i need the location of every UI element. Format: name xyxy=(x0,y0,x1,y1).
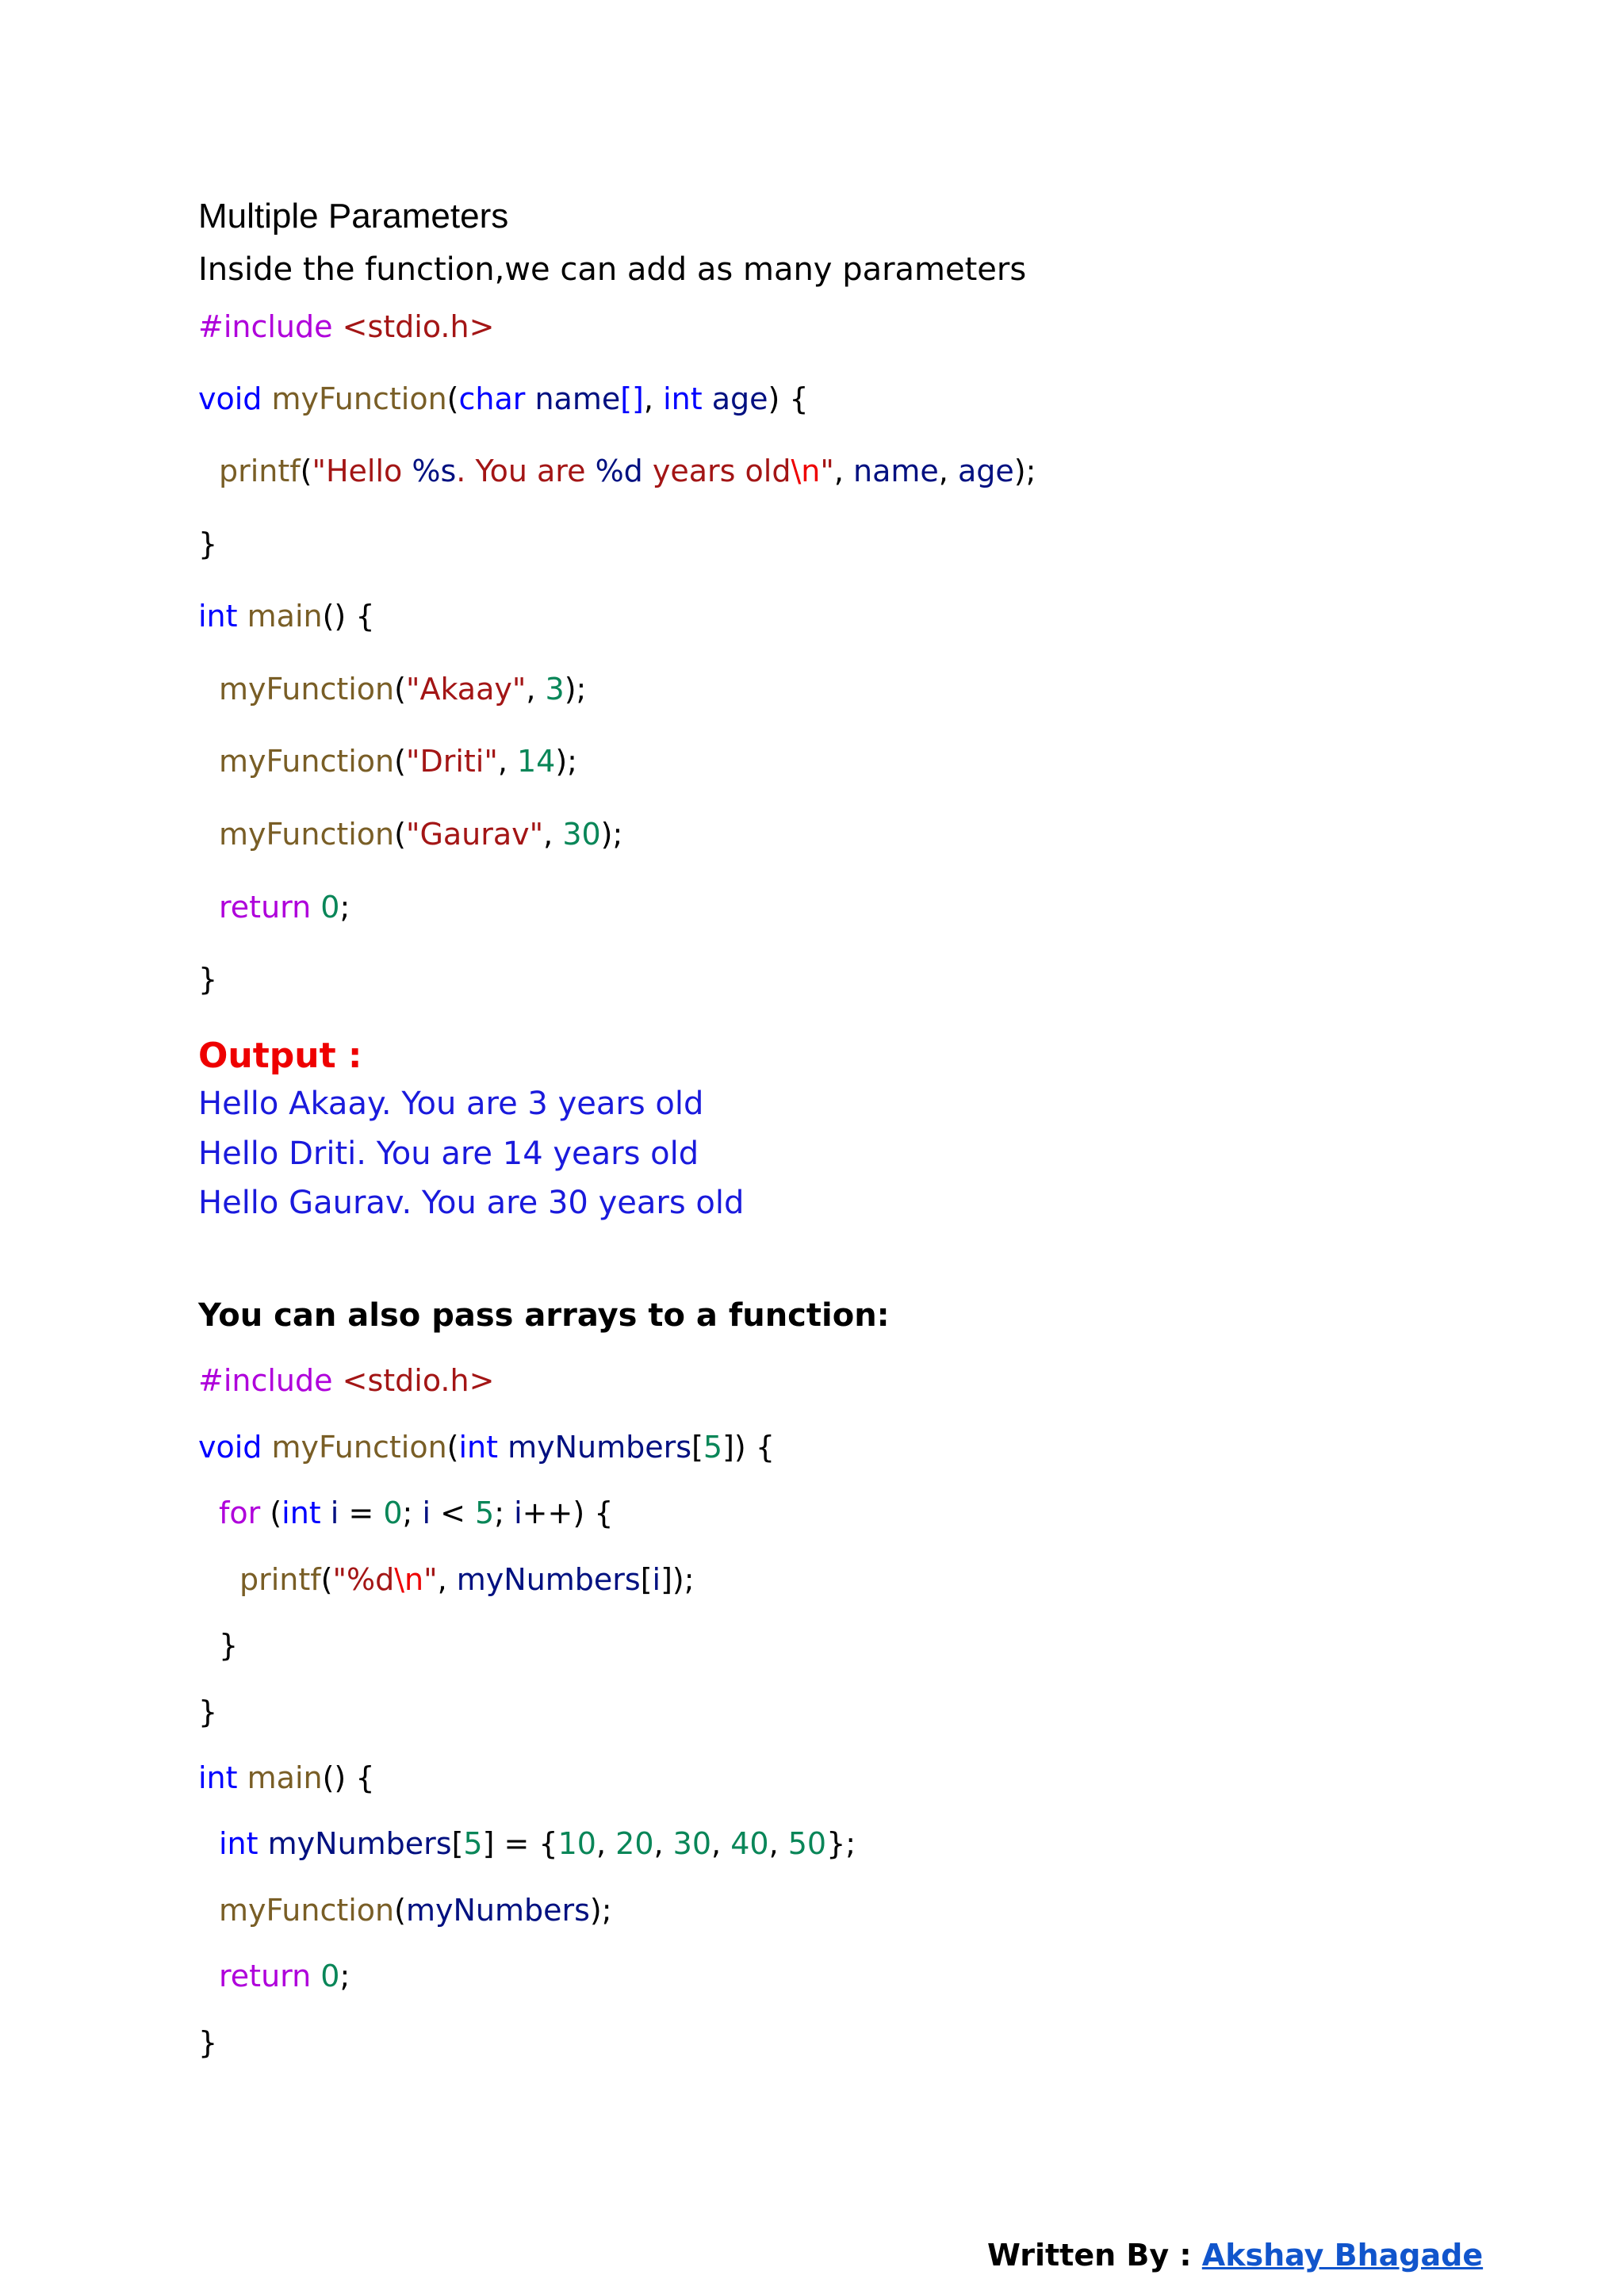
code-line: void myFunction(int myNumbers[5]) { xyxy=(198,1430,775,1465)
author-credit xyxy=(987,2238,1483,2273)
code-line: #include <stdio.h> xyxy=(198,1363,495,1398)
code-line: myFunction("Gaurav", 30); xyxy=(219,817,623,852)
section-subheading: You can also pass arrays to a function: xyxy=(198,1297,890,1334)
code-line: int main() { xyxy=(198,599,375,634)
code-line: return 0; xyxy=(219,1959,350,1993)
code-line: } xyxy=(198,1695,218,1729)
code-line: void myFunction(char name[], int age) { xyxy=(198,381,809,416)
code-line: int main() { xyxy=(198,1760,375,1795)
output-line: Hello Akaay. You are 3 years old xyxy=(198,1086,704,1122)
code-line: } xyxy=(219,1628,239,1663)
code-line: for (int i = 0; i < 5; i++) { xyxy=(219,1496,614,1530)
code-line: printf("Hello %s. You are %d years old\n", name, age); xyxy=(219,454,1036,488)
code-line: } xyxy=(198,527,218,561)
output-line: Hello Driti. You are 14 years old xyxy=(198,1136,699,1172)
credit-label: Written By : xyxy=(987,2238,1202,2273)
code-line: } xyxy=(198,2025,218,2060)
code-line: return 0; xyxy=(219,890,350,925)
author-link[interactable]: Akshay Bhagade xyxy=(1201,2238,1484,2273)
code-line: #include <stdio.h> xyxy=(198,309,495,344)
output-line: Hello Gaurav. You are 30 years old xyxy=(198,1185,745,1221)
section-heading: Multiple Parameters xyxy=(198,197,509,236)
output-label: Output : xyxy=(198,1036,362,1076)
intro-text: Inside the function,we can add as many parameters xyxy=(198,251,1027,288)
code-line: myFunction("Akaay", 3); xyxy=(219,672,587,707)
code-line: int myNumbers[5] = {10, 20, 30, 40, 50}; xyxy=(219,1826,856,1861)
code-line: myFunction("Driti", 14); xyxy=(219,744,577,779)
code-line: myFunction(myNumbers); xyxy=(219,1893,612,1928)
code-line: } xyxy=(198,962,218,997)
code-line: printf("%d\n", myNumbers[i]); xyxy=(239,1562,695,1597)
